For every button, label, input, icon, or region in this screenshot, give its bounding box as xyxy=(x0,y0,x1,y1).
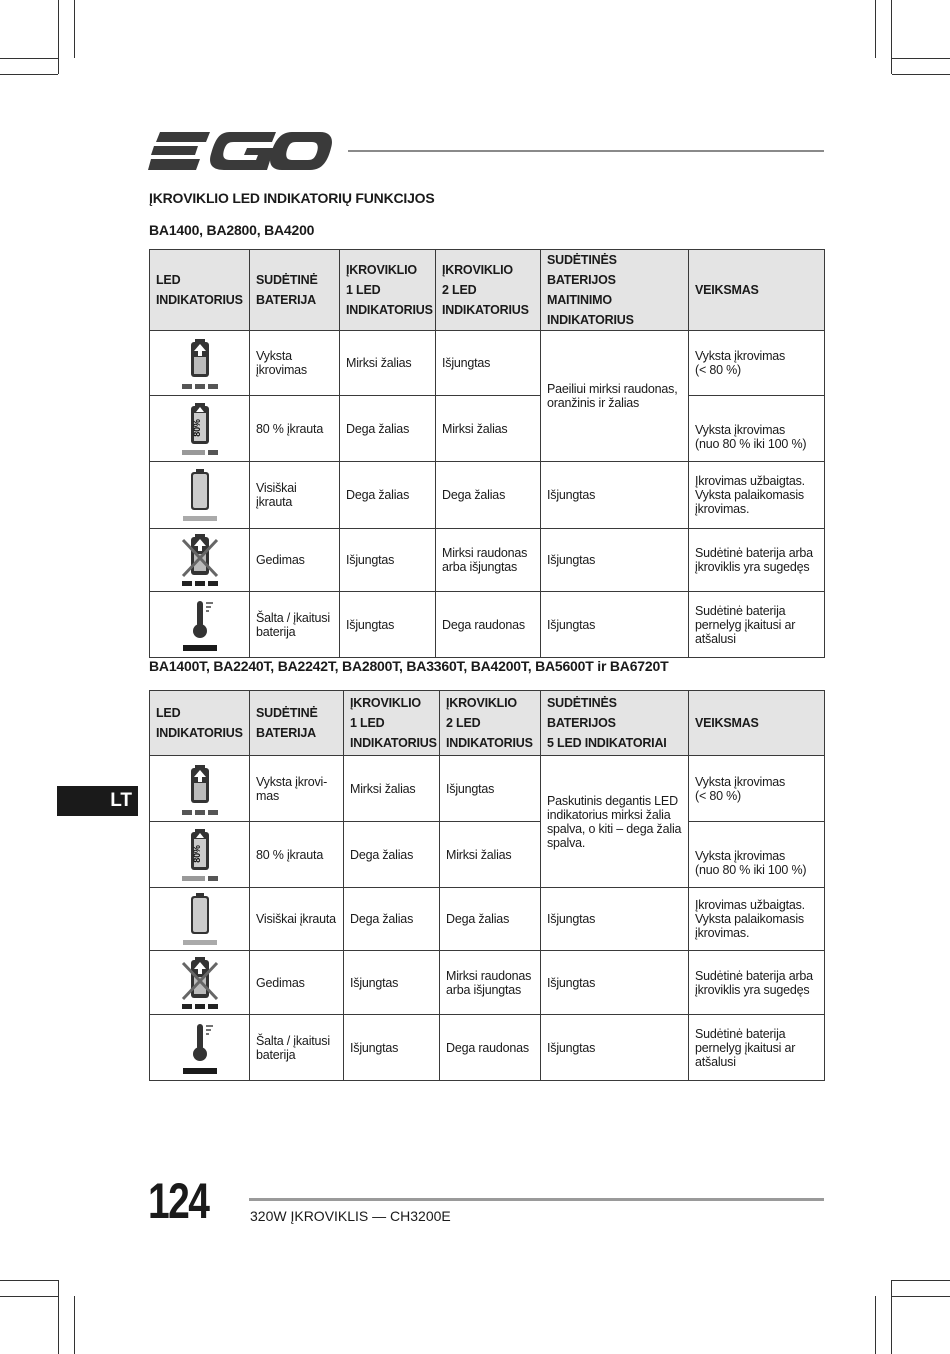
page-number: 124 xyxy=(148,1173,209,1229)
charger-led1-state: Dega žalias xyxy=(340,462,436,529)
power-indicator-state: Išjungtas xyxy=(541,888,689,951)
charger-led1-state: Išjungtas xyxy=(344,951,440,1015)
col-header-battery: SUDĖTINĖ BATERIJA xyxy=(250,691,344,756)
power-indicator-merged: Paeiliui mirksi raudonas, oranžinis ir žalias xyxy=(541,331,689,462)
battery-status: Šalta / įkaitusi baterija xyxy=(250,592,340,658)
power-indicator-state: Išjungtas xyxy=(541,529,689,592)
charger-led2-state: Mirksi žalias xyxy=(436,396,541,462)
charger-led2-state: Dega raudonas xyxy=(440,1015,541,1081)
led-icon-cell xyxy=(150,822,250,888)
action-text: Sudėtinė baterija pernelyg įkaitusi ar atšalusi xyxy=(689,1015,825,1081)
col-header-led: LED INDIKATORIUS xyxy=(150,250,250,331)
led-icon-cell xyxy=(150,592,250,658)
table-row xyxy=(150,888,825,951)
battery-charging-icon xyxy=(180,335,220,391)
table-row xyxy=(150,756,825,822)
table-row xyxy=(150,951,825,1015)
charger-led1-state: Išjungtas xyxy=(340,529,436,592)
crop-mark xyxy=(0,1280,58,1281)
table2-model-list: BA1400T, BA2240T, BA2242T, BA2800T, BA3360T, BA4200T, BA5600T ir BA6720T xyxy=(149,658,669,674)
page-title: ĮKROVIKLIO LED INDIKATORIŲ FUNKCIJOS xyxy=(149,190,435,206)
thermometer-icon xyxy=(180,597,220,653)
power-indicator-merged: Paskutinis degantis LED indikatorius mirksi žalia spalva, o kiti – dega žalia spalva. xyxy=(541,756,689,888)
crop-mark xyxy=(891,1280,892,1354)
crop-mark xyxy=(875,0,876,58)
col-header-charger-led2: ĮKROVIKLIO 2 LED INDIKATORIUS xyxy=(440,691,541,756)
col-header-action: VEIKSMAS xyxy=(689,250,825,331)
power-indicator-state: Išjungtas xyxy=(541,1015,689,1081)
col-header-charger-led1: ĮKROVIKLIO 1 LED INDIKATORIUS xyxy=(340,250,436,331)
table1-model-list: BA1400, BA2800, BA4200 xyxy=(149,222,315,238)
col-header-power-indicator: SUDĖTINĖS BATERIJOS MAITINIMO INDIKATORIUS xyxy=(541,250,689,331)
battery-charging-icon xyxy=(180,761,220,817)
battery-status: Šalta / įkaitusi baterija xyxy=(250,1015,344,1081)
power-indicator-state: Išjungtas xyxy=(541,462,689,529)
svg-text:80%: 80% xyxy=(191,418,202,437)
language-tab: LT xyxy=(57,786,138,816)
charger-led1-state: Dega žalias xyxy=(340,396,436,462)
battery-full-icon xyxy=(180,891,220,947)
action-text: Vyksta įkrovimas (nuo 80 % iki 100 %) xyxy=(689,396,825,462)
crop-mark xyxy=(74,1296,75,1354)
action-text: Vyksta įkrovimas (nuo 80 % iki 100 %) xyxy=(689,822,825,888)
table-row xyxy=(150,396,825,462)
charger-led2-state: Dega žalias xyxy=(440,888,541,951)
crop-mark xyxy=(58,0,59,74)
battery-fault-icon xyxy=(180,532,220,588)
led-table-1 xyxy=(149,249,825,658)
led-icon-cell xyxy=(150,396,250,462)
crop-mark xyxy=(875,1296,876,1354)
table-row xyxy=(150,1015,825,1081)
action-text: Įkrovimas užbaigtas. Vyksta palaikomasis įkrovimas. xyxy=(689,462,825,529)
battery-status: Vyksta įkrovi- mas xyxy=(250,756,344,822)
footer-rule xyxy=(249,1198,824,1201)
table-row xyxy=(150,529,825,592)
charger-led2-state: Dega žalias xyxy=(436,462,541,529)
power-indicator-state: Išjungtas xyxy=(541,592,689,658)
action-text: Sudėtinė baterija arba įkroviklis yra sugedęs xyxy=(689,951,825,1015)
crop-mark xyxy=(0,58,58,59)
led-icon-cell xyxy=(150,888,250,951)
table-header-row xyxy=(150,691,825,756)
crop-mark xyxy=(891,0,892,74)
battery-status: Vyksta įkrovimas xyxy=(250,331,340,396)
table-row xyxy=(150,592,825,658)
charger-led2-state: Dega raudonas xyxy=(436,592,541,658)
table-row xyxy=(150,822,825,888)
battery-80-percent-icon xyxy=(180,827,220,883)
charger-led2-state: Išjungtas xyxy=(436,331,541,396)
action-text: Įkrovimas užbaigtas. Vyksta palaikomasis įkrovimas. xyxy=(689,888,825,951)
svg-text:80%: 80% xyxy=(191,844,202,863)
led-icon-cell xyxy=(150,331,250,396)
led-icon-cell xyxy=(150,951,250,1015)
action-text: Vyksta įkrovimas (< 80 %) xyxy=(689,756,825,822)
action-text: Sudėtinė baterija pernelyg įkaitusi ar atšalusi xyxy=(689,592,825,658)
charger-led2-state: Mirksi raudonas arba išjungtas xyxy=(440,951,541,1015)
col-header-action: VEIKSMAS xyxy=(689,691,825,756)
charger-led1-state: Mirksi žalias xyxy=(340,331,436,396)
col-header-power-indicator: SUDĖTINĖS BATERIJOS 5 LED INDIKATORIAI xyxy=(541,691,689,756)
crop-mark xyxy=(892,1280,950,1281)
led-table-2 xyxy=(149,690,825,1081)
battery-status: Gedimas xyxy=(250,529,340,592)
led-icon-cell xyxy=(150,1015,250,1081)
power-indicator-state: Išjungtas xyxy=(541,951,689,1015)
action-text: Vyksta įkrovimas (< 80 %) xyxy=(689,331,825,396)
charger-led1-state: Mirksi žalias xyxy=(344,756,440,822)
crop-mark xyxy=(0,74,58,75)
battery-full-icon xyxy=(180,467,220,523)
charger-led1-state: Dega žalias xyxy=(344,822,440,888)
crop-mark xyxy=(892,58,950,59)
footer-text: 320W ĮKROVIKLIS — CH3200E xyxy=(250,1208,451,1224)
thermometer-icon xyxy=(180,1020,220,1076)
crop-mark xyxy=(58,1280,59,1354)
battery-80-percent-icon xyxy=(180,401,220,457)
battery-status: 80 % įkrauta xyxy=(250,822,344,888)
led-icon-cell xyxy=(150,462,250,529)
crop-mark xyxy=(0,1296,58,1297)
crop-mark xyxy=(892,74,950,75)
led-icon-cell xyxy=(150,529,250,592)
col-header-battery: SUDĖTINĖ BATERIJA xyxy=(250,250,340,331)
charger-led2-state: Mirksi raudonas arba išjungtas xyxy=(436,529,541,592)
crop-mark xyxy=(74,0,75,58)
col-header-charger-led2: ĮKROVIKLIO 2 LED INDIKATORIUS xyxy=(436,250,541,331)
header-rule xyxy=(348,150,824,152)
col-header-led: LED INDIKATORIUS xyxy=(150,691,250,756)
crop-mark xyxy=(892,1296,950,1297)
battery-status: Visiškai įkrauta xyxy=(250,888,344,951)
charger-led2-state: Išjungtas xyxy=(440,756,541,822)
charger-led1-state: Išjungtas xyxy=(340,592,436,658)
charger-led1-state: Išjungtas xyxy=(344,1015,440,1081)
battery-status: 80 % įkrauta xyxy=(250,396,340,462)
col-header-charger-led1: ĮKROVIKLIO 1 LED INDIKATORIUS xyxy=(344,691,440,756)
action-text: Sudėtinė baterija arba įkroviklis yra sugedęs xyxy=(689,529,825,592)
charger-led1-state: Dega žalias xyxy=(344,888,440,951)
charger-led2-state: Mirksi žalias xyxy=(440,822,541,888)
ego-logo xyxy=(148,128,332,174)
battery-status: Gedimas xyxy=(250,951,344,1015)
table-row xyxy=(150,331,825,396)
battery-fault-icon xyxy=(180,955,220,1011)
table-header-row xyxy=(150,250,825,331)
battery-status: Visiškai įkrauta xyxy=(250,462,340,529)
led-icon-cell xyxy=(150,756,250,822)
table-row xyxy=(150,462,825,529)
